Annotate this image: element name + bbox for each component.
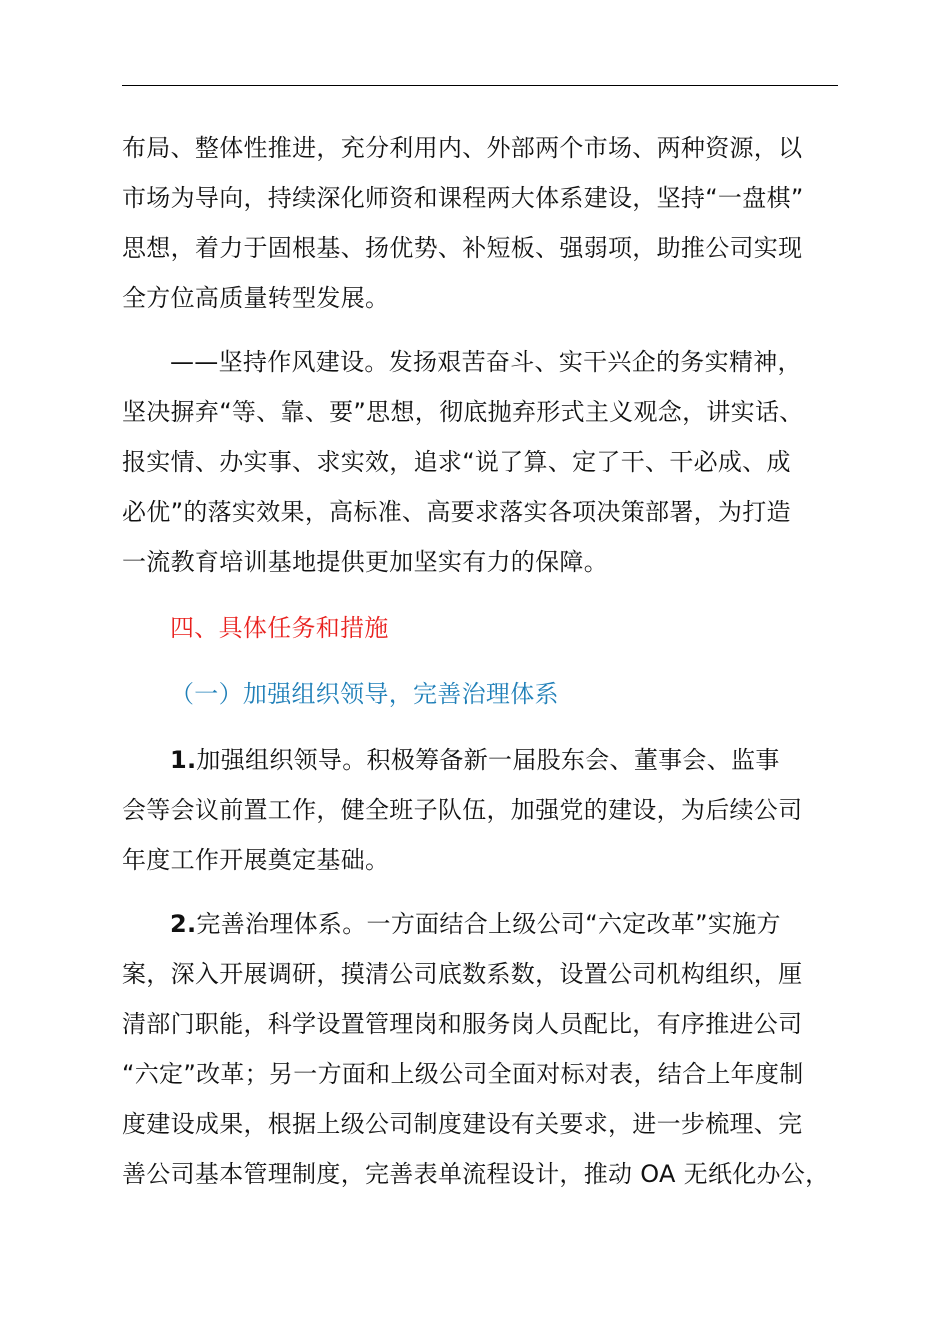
item-number: 1. (170, 746, 197, 774)
paragraph-line: 年度工作开展奠定基础。 (122, 846, 390, 874)
paragraph-line: 全方位高质量转型发展。 (122, 284, 390, 312)
subsection-heading: （一）加强组织领导，完善治理体系 (170, 680, 559, 708)
paragraph-line: ——坚持作风建设。发扬艰苦奋斗、实干兴企的务实精神， (170, 348, 802, 376)
paragraph-line: 案，深入开展调研，摸清公司底数系数，设置公司机构组织，厘 (122, 960, 803, 988)
paragraph-line: 市场为导向，持续深化师资和课程两大体系建设，坚持“一盘棋” (122, 184, 804, 212)
item-number: 2. (170, 910, 197, 938)
paragraph-line: 善公司基本管理制度，完善表单流程设计，推动 OA 无纸化办公， (122, 1160, 830, 1188)
paragraph-line: “六定”改革；另一方面和上级公司全面对标对表，结合上年度制 (122, 1060, 804, 1088)
header-rule (122, 85, 838, 86)
section-heading: 四、具体任务和措施 (170, 614, 389, 642)
paragraph-line: 会等会议前置工作，健全班子队伍，加强党的建设，为后续公司 (122, 796, 803, 824)
paragraph-line: 必优”的落实效果，高标准、高要求落实各项决策部署，为打造 (122, 498, 791, 526)
paragraph-line: 报实情、办实事、求实效，追求“说了算、定了干、干必成、成 (122, 448, 791, 476)
item-text: 完善治理体系。一方面结合上级公司“六定改革”实施方 (196, 910, 781, 938)
paragraph-line: 一流教育培训基地提供更加坚实有力的保障。 (122, 548, 608, 576)
paragraph-line: 布局、整体性推进，充分利用内、外部两个市场、两种资源，以 (122, 134, 803, 162)
paragraph-line: 坚决摒弃“等、靠、要”思想，彻底抛弃形式主义观念，讲实话、 (122, 398, 804, 426)
item-1-first-line (170, 744, 780, 776)
paragraph-line: 思想，着力于固根基、扬优势、补短板、强弱项，助推公司实现 (122, 234, 803, 262)
paragraph-line: 度建设成果，根据上级公司制度建设有关要求，进一步梳理、完 (122, 1110, 803, 1138)
paragraph-line: 清部门职能，科学设置管理岗和服务岗人员配比，有序推进公司 (122, 1010, 803, 1038)
item-2-first-line (170, 908, 781, 940)
item-text: 加强组织领导。积极筹备新一届股东会、董事会、监事 (196, 746, 780, 774)
